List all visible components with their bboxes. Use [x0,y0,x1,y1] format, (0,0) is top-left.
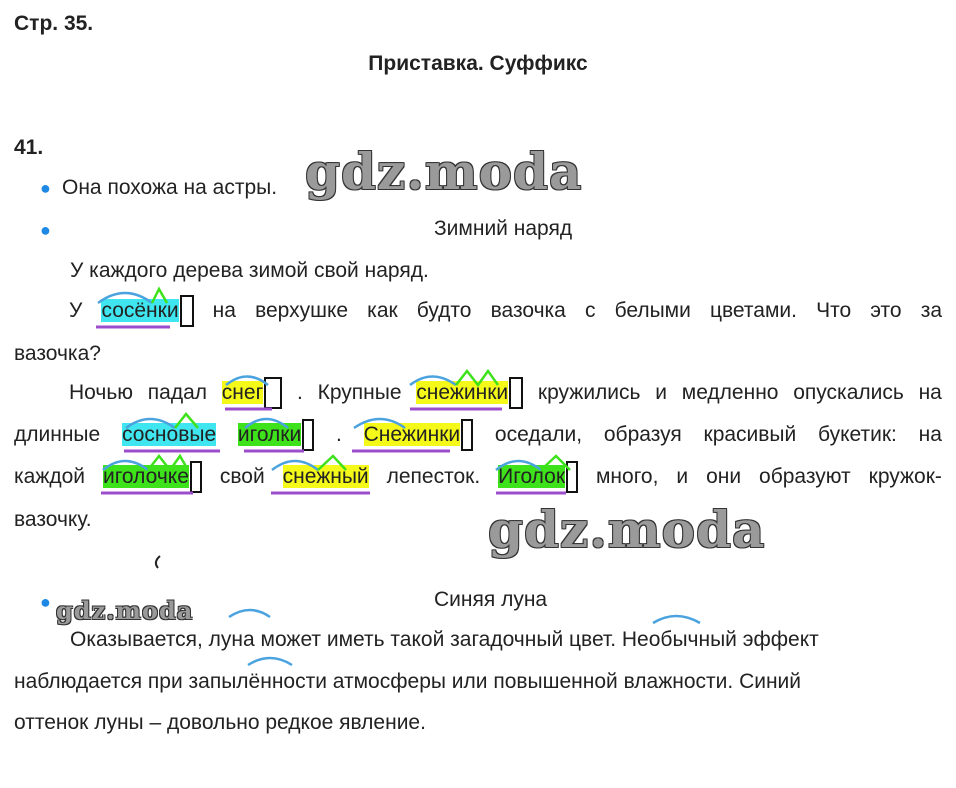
word-root: снежный [282,465,369,488]
word-root: Иголок [498,465,566,488]
page-reference: Стр. 35. [14,12,94,35]
text-line: Ночью падал снег . Крупные снежинки кружились и медленно опускались на [14,372,942,414]
text-line: У сосёнки на верхушке как будто вазочка с белыми цветами. Что это за [14,290,942,332]
ending-box [461,419,473,451]
text-line: вазочку. [14,508,92,531]
word-root: Снежинки [363,423,461,446]
ending-box [302,419,314,451]
ending-box [509,377,523,409]
word-root: сосёнки [101,299,179,322]
watermark: gdz.moda [305,142,583,201]
word-root: иголки [237,423,302,446]
text-line: У каждого дерева зимой свой наряд. [70,259,429,282]
text-line: Оказывается, луна может иметь такой загадочный цвет. Необычный эффект [70,628,819,651]
text-line: каждой иголочке свой снежный лепесток. Иголок много, и они образуют кружок- [14,456,942,498]
bullet-icon: ● [40,220,51,240]
word-root: снежинки [416,381,509,404]
story-title-1: Зимний наряд [434,217,573,240]
bullet-icon: ● [40,592,51,612]
ending-box [264,377,282,409]
answer-text-1: Она похожа на астры. [62,176,278,199]
text-line: вазочка? [14,342,101,365]
word-root: иголочке [103,465,189,488]
watermark: gdz.moda [56,596,194,625]
text-line: длинные сосновые иголки . Снежинки оседали, образуя красивый букетик: на [14,414,942,456]
ending-box [566,461,578,493]
word-root: сосновые [122,423,217,446]
ending-box [190,461,202,493]
bullet-icon: ● [40,178,51,198]
watermark: gdz.moda [488,500,766,559]
text-line: оттенок луны – довольно редкое явление. [14,711,426,734]
text-line: наблюдается при запылённости атмосферы или повышенной влажности. Синий [14,670,802,693]
page-title: Приставка. Суффикс [368,52,588,75]
word-root: снег [221,381,264,404]
story-title-2: Синяя луна [434,588,548,611]
exercise-number: 41. [14,136,44,159]
ending-box [180,295,194,327]
